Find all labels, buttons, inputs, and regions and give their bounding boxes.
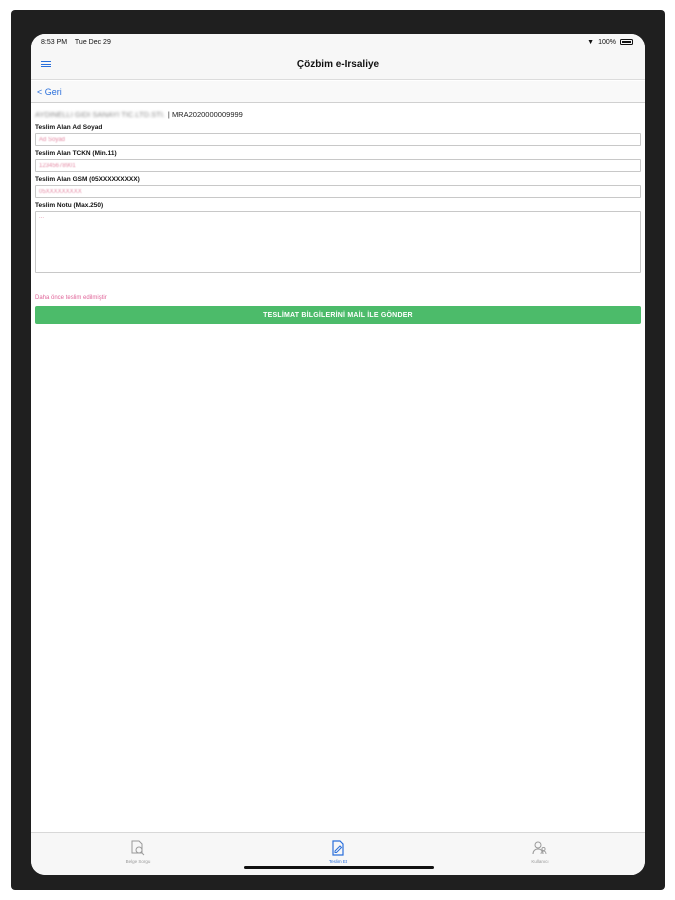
tckn-label: Teslim Alan TCKN (Min.11) xyxy=(35,150,117,157)
wifi-icon: ▼ xyxy=(587,38,595,46)
navigation-bar xyxy=(31,50,645,80)
name-input[interactable]: Ad Soyad xyxy=(35,133,641,146)
document-edit-icon xyxy=(329,839,347,857)
tab-deliver[interactable] xyxy=(308,839,368,864)
users-icon xyxy=(531,839,549,857)
tab-users[interactable] xyxy=(510,839,570,864)
status-date: Tue Dec 29 xyxy=(74,38,111,46)
app-screen xyxy=(31,34,645,875)
note-label: Teslim Notu (Max.250) xyxy=(35,202,104,209)
battery-percent: 100% xyxy=(598,38,616,46)
delivered-warning: Daha önce teslim edilmiştir xyxy=(35,295,107,301)
status-bar xyxy=(31,34,645,50)
home-indicator[interactable] xyxy=(244,866,434,869)
delivery-form xyxy=(35,108,641,324)
status-time: 8:53 PM xyxy=(41,38,68,46)
tckn-input[interactable]: 12345678901 xyxy=(35,159,641,172)
note-textarea[interactable]: ... xyxy=(35,211,641,273)
tab-label: Belge Sorgu xyxy=(125,859,151,864)
gsm-input[interactable]: 05XXXXXXXXX xyxy=(35,185,641,198)
send-mail-button[interactable]: TESLİMAT BİLGİLERİNİ MAİL İLE GÖNDER xyxy=(35,306,641,324)
tab-label: Teslim Et xyxy=(328,859,348,864)
company-name: AYDINELLI GIDI SANAYI TIC.LTD.STI. xyxy=(35,109,165,119)
document-header xyxy=(35,108,641,120)
name-label: Teslim Alan Ad Soyad xyxy=(35,124,103,131)
hamburger-menu-icon[interactable] xyxy=(41,59,51,69)
back-bar xyxy=(31,81,645,103)
device-frame xyxy=(11,10,665,890)
tab-bar xyxy=(31,832,645,875)
document-number: | MRA2020000009999 xyxy=(167,109,243,119)
page-title: Çözbim e-Irsaliye xyxy=(296,59,380,70)
document-search-icon xyxy=(129,839,147,857)
tab-label: Kullanıcı xyxy=(531,859,549,864)
back-button[interactable]: < Geri xyxy=(37,86,62,97)
battery-icon xyxy=(620,39,633,45)
gsm-label: Teslim Alan GSM (05XXXXXXXXX) xyxy=(35,176,140,183)
tab-document-search[interactable] xyxy=(108,839,168,864)
